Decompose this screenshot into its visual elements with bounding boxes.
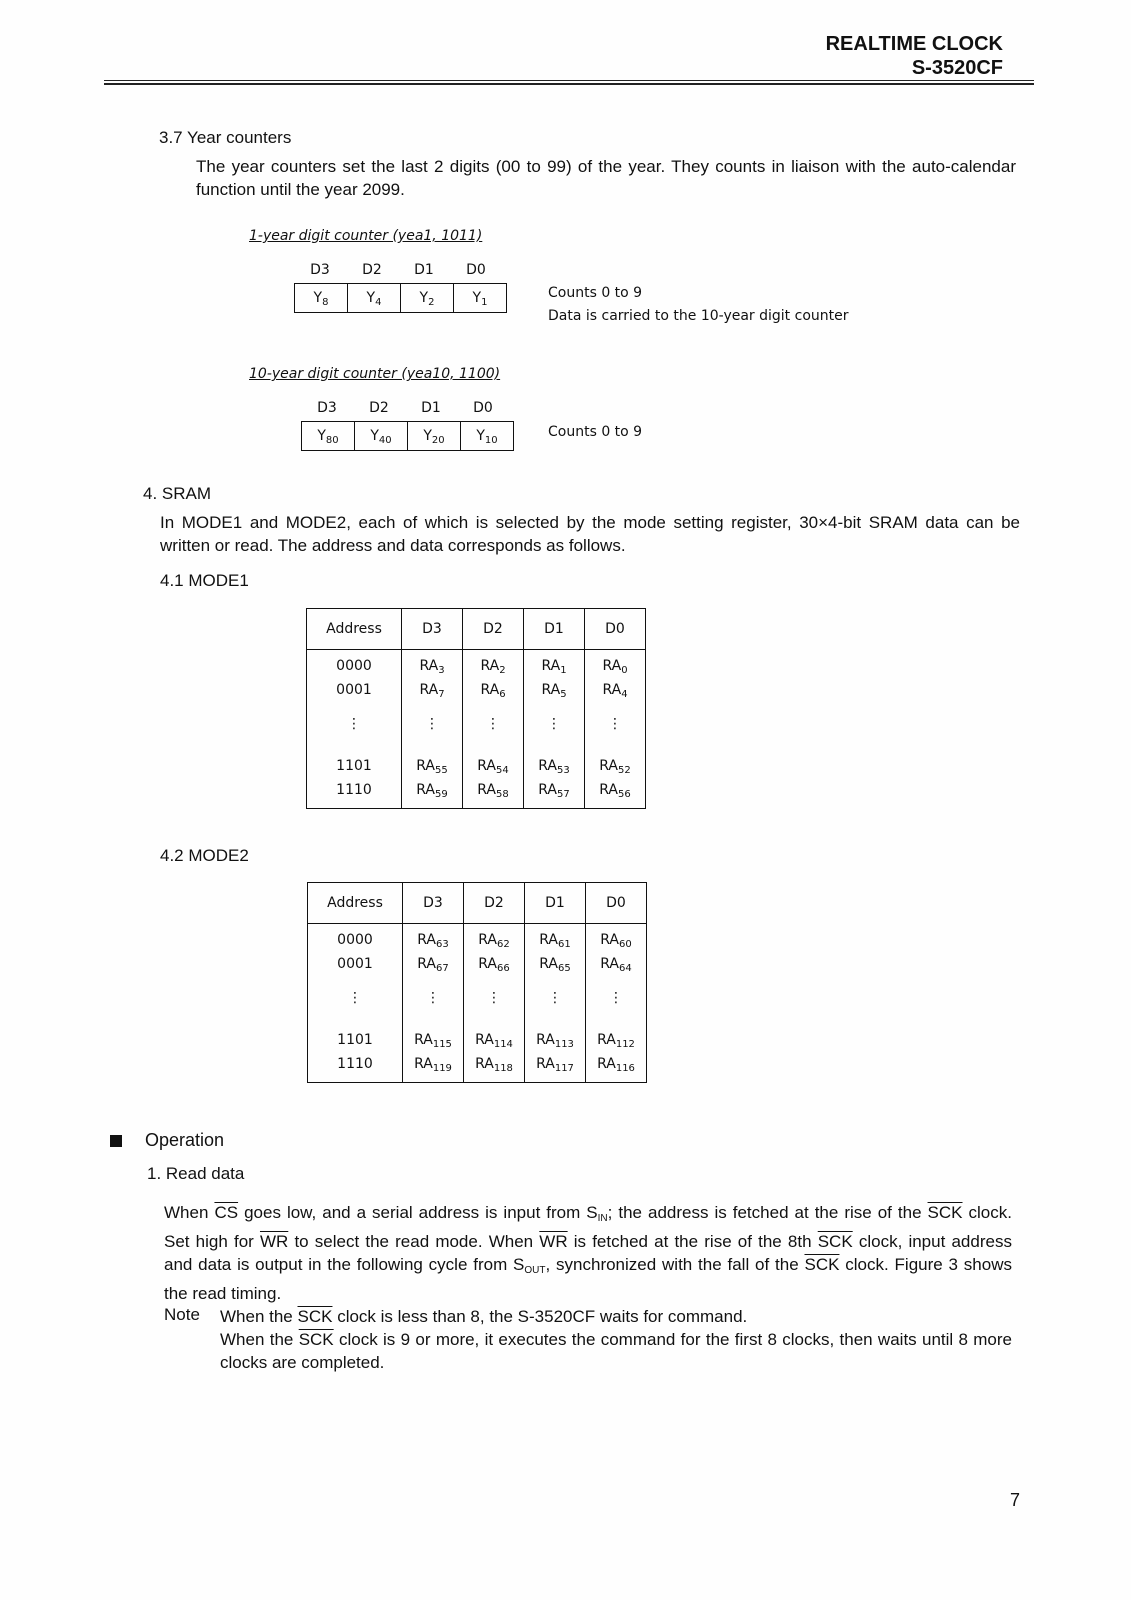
mode2-table: [307, 882, 647, 1083]
ellipsis-vertical: ⋮: [348, 990, 362, 1006]
column-header: D3: [403, 883, 464, 924]
header-rule-thick: [104, 83, 1034, 85]
note-line-2: When the $\overline{SCK}$ clock is 9 or more, it executes the command for the first 8 clocks, then waits until 8 more clocks are completed.: [220, 1330, 1012, 1372]
header-title: REALTIME CLOCK: [825, 33, 1003, 55]
table-row: [308, 924, 647, 1083]
reg-cell: $Y_{40}$: [355, 422, 408, 450]
table-cell: $RA_{63}$ $RA_{67}$ ⋮ $RA_{115}$ $RA_{119}$: [403, 924, 464, 1083]
operation-heading: Operation: [145, 1130, 225, 1150]
ellipsis-vertical: ⋮: [487, 990, 501, 1006]
sck-signal: $\overline{SCK}$: [927, 1203, 963, 1222]
reg10-bit-labels: [301, 400, 509, 416]
mode1-title: 4.1 MODE1: [160, 571, 249, 590]
column-header: D1: [524, 609, 585, 650]
table-header-row: [307, 609, 646, 650]
bit-label: D3: [317, 400, 337, 416]
cs-signal: $\overline{CS}$: [214, 1203, 239, 1222]
reg-cell: $Y_8$: [295, 284, 348, 312]
bit-label: D3: [310, 262, 330, 278]
sck-signal: $\overline{SCK}$: [817, 1232, 853, 1251]
header-rule: [104, 80, 1034, 81]
section-sram-body: In MODE1 and MODE2, each of which is selected by the mode setting register, 30×4-bit SRAM data can be written or read. The address and data corresponds as follows.: [160, 513, 1020, 555]
reg1-bit-labels: [294, 262, 502, 278]
ellipsis-vertical: ⋮: [425, 716, 439, 732]
reg-cell: $Y_{20}$: [408, 422, 461, 450]
page-number: 7: [1010, 1490, 1021, 1510]
reg10-box: [301, 421, 514, 451]
read-data-body: When $\overline{CS}$ goes low, and a serial address is input from $S_{IN}$; the address is fetched at the rise of the $\overline{SCK}$ clock. Set high for $\overline{WR}$ to select the read mode. When $\overline{WR}$ is fetched at the rise of the 8th $\overline{SCK}$ clock, input address and data is output in the following cycle from $S_{OUT}$, synchronized with the fall of the $\overline{SCK}$ clock. Figure 3 shows the read timing.: [164, 1203, 1012, 1303]
column-header: D2: [464, 883, 525, 924]
table-cell: $RA_3$ $RA_7$ ⋮ $RA_{55}$ $RA_{59}$: [402, 650, 463, 809]
wr-signal: $\overline{WR}$: [539, 1232, 568, 1251]
reg10-caption: 10-year digit counter (yea10, 1100): [249, 366, 501, 382]
table-cell: $RA_{62}$ $RA_{66}$ ⋮ $RA_{114}$ $RA_{118}$: [464, 924, 525, 1083]
note-line-1: When the $\overline{SCK}$ clock is less than 8, the S-3520CF waits for command.: [220, 1307, 748, 1326]
bit-label: D0: [473, 400, 493, 416]
sck-signal: $\overline{SCK}$: [298, 1330, 334, 1349]
header-part-number: S-3520CF: [911, 57, 1003, 79]
ellipsis-vertical: ⋮: [486, 716, 500, 732]
ellipsis-vertical: ⋮: [609, 990, 623, 1006]
column-header: Address: [307, 609, 402, 650]
read-data-heading: 1. Read data: [147, 1164, 245, 1183]
reg-cell: $Y_2$: [401, 284, 454, 312]
column-header: D0: [586, 883, 647, 924]
sck-signal: $\overline{SCK}$: [297, 1307, 333, 1326]
bit-label: D2: [362, 262, 382, 278]
column-header: Address: [308, 883, 403, 924]
table-cell: 0000 0001 ⋮ 1101 1110: [307, 650, 402, 809]
column-header: D0: [585, 609, 646, 650]
reg1-note-1: Counts 0 to 9: [548, 285, 643, 301]
bit-label: D1: [421, 400, 441, 416]
reg-cell: $Y_4$: [348, 284, 401, 312]
note-label: Note: [164, 1305, 200, 1324]
section-year-counters-title: 3.7 Year counters: [159, 128, 292, 147]
section-sram-title: 4. SRAM: [143, 484, 212, 503]
table-cell: $RA_2$ $RA_6$ ⋮ $RA_{54}$ $RA_{58}$: [463, 650, 524, 809]
table-cell: $RA_{61}$ $RA_{65}$ ⋮ $RA_{113}$ $RA_{117}$: [525, 924, 586, 1083]
reg1-note-2: Data is carried to the 10-year digit counter: [548, 308, 849, 324]
ellipsis-vertical: ⋮: [347, 716, 361, 732]
column-header: D2: [463, 609, 524, 650]
ellipsis-vertical: ⋮: [608, 716, 622, 732]
reg-cell: $Y_{10}$: [476, 428, 498, 446]
bit-label: D0: [466, 262, 486, 278]
mode1-table: [306, 608, 646, 809]
table-row: [307, 650, 646, 809]
column-header: D3: [402, 609, 463, 650]
reg-cell: $Y_1$: [472, 290, 488, 308]
table-header-row: [308, 883, 647, 924]
bullet-square: [110, 1135, 122, 1147]
table-cell: $RA_0$ $RA_4$ ⋮ $RA_{52}$ $RA_{56}$: [585, 650, 646, 809]
bit-label: D2: [369, 400, 389, 416]
ellipsis-vertical: ⋮: [426, 990, 440, 1006]
table-cell: $RA_{60}$ $RA_{64}$ ⋮ $RA_{112}$ $RA_{116}$: [586, 924, 647, 1083]
wr-signal: $\overline{WR}$: [259, 1232, 289, 1251]
reg10-note-1: Counts 0 to 9: [548, 424, 643, 440]
reg1-caption: 1-year digit counter (yea1, 1011): [249, 228, 483, 244]
mode2-title: 4.2 MODE2: [160, 846, 249, 865]
reg-cell: $Y_{80}$: [302, 422, 355, 450]
reg1-box: [294, 283, 507, 313]
column-header: D1: [525, 883, 586, 924]
table-cell: $RA_1$ $RA_5$ ⋮ $RA_{53}$ $RA_{57}$: [524, 650, 585, 809]
ellipsis-vertical: ⋮: [548, 990, 562, 1006]
sck-signal: $\overline{SCK}$: [804, 1255, 840, 1274]
section-year-counters-body: The year counters set the last 2 digits (00 to 99) of the year. They counts in liaison with the auto-calendar function until the year 2099.: [196, 157, 1016, 199]
bit-label: D1: [414, 262, 434, 278]
table-cell: 0000 0001 ⋮ 1101 1110: [308, 924, 403, 1083]
ellipsis-vertical: ⋮: [547, 716, 561, 732]
